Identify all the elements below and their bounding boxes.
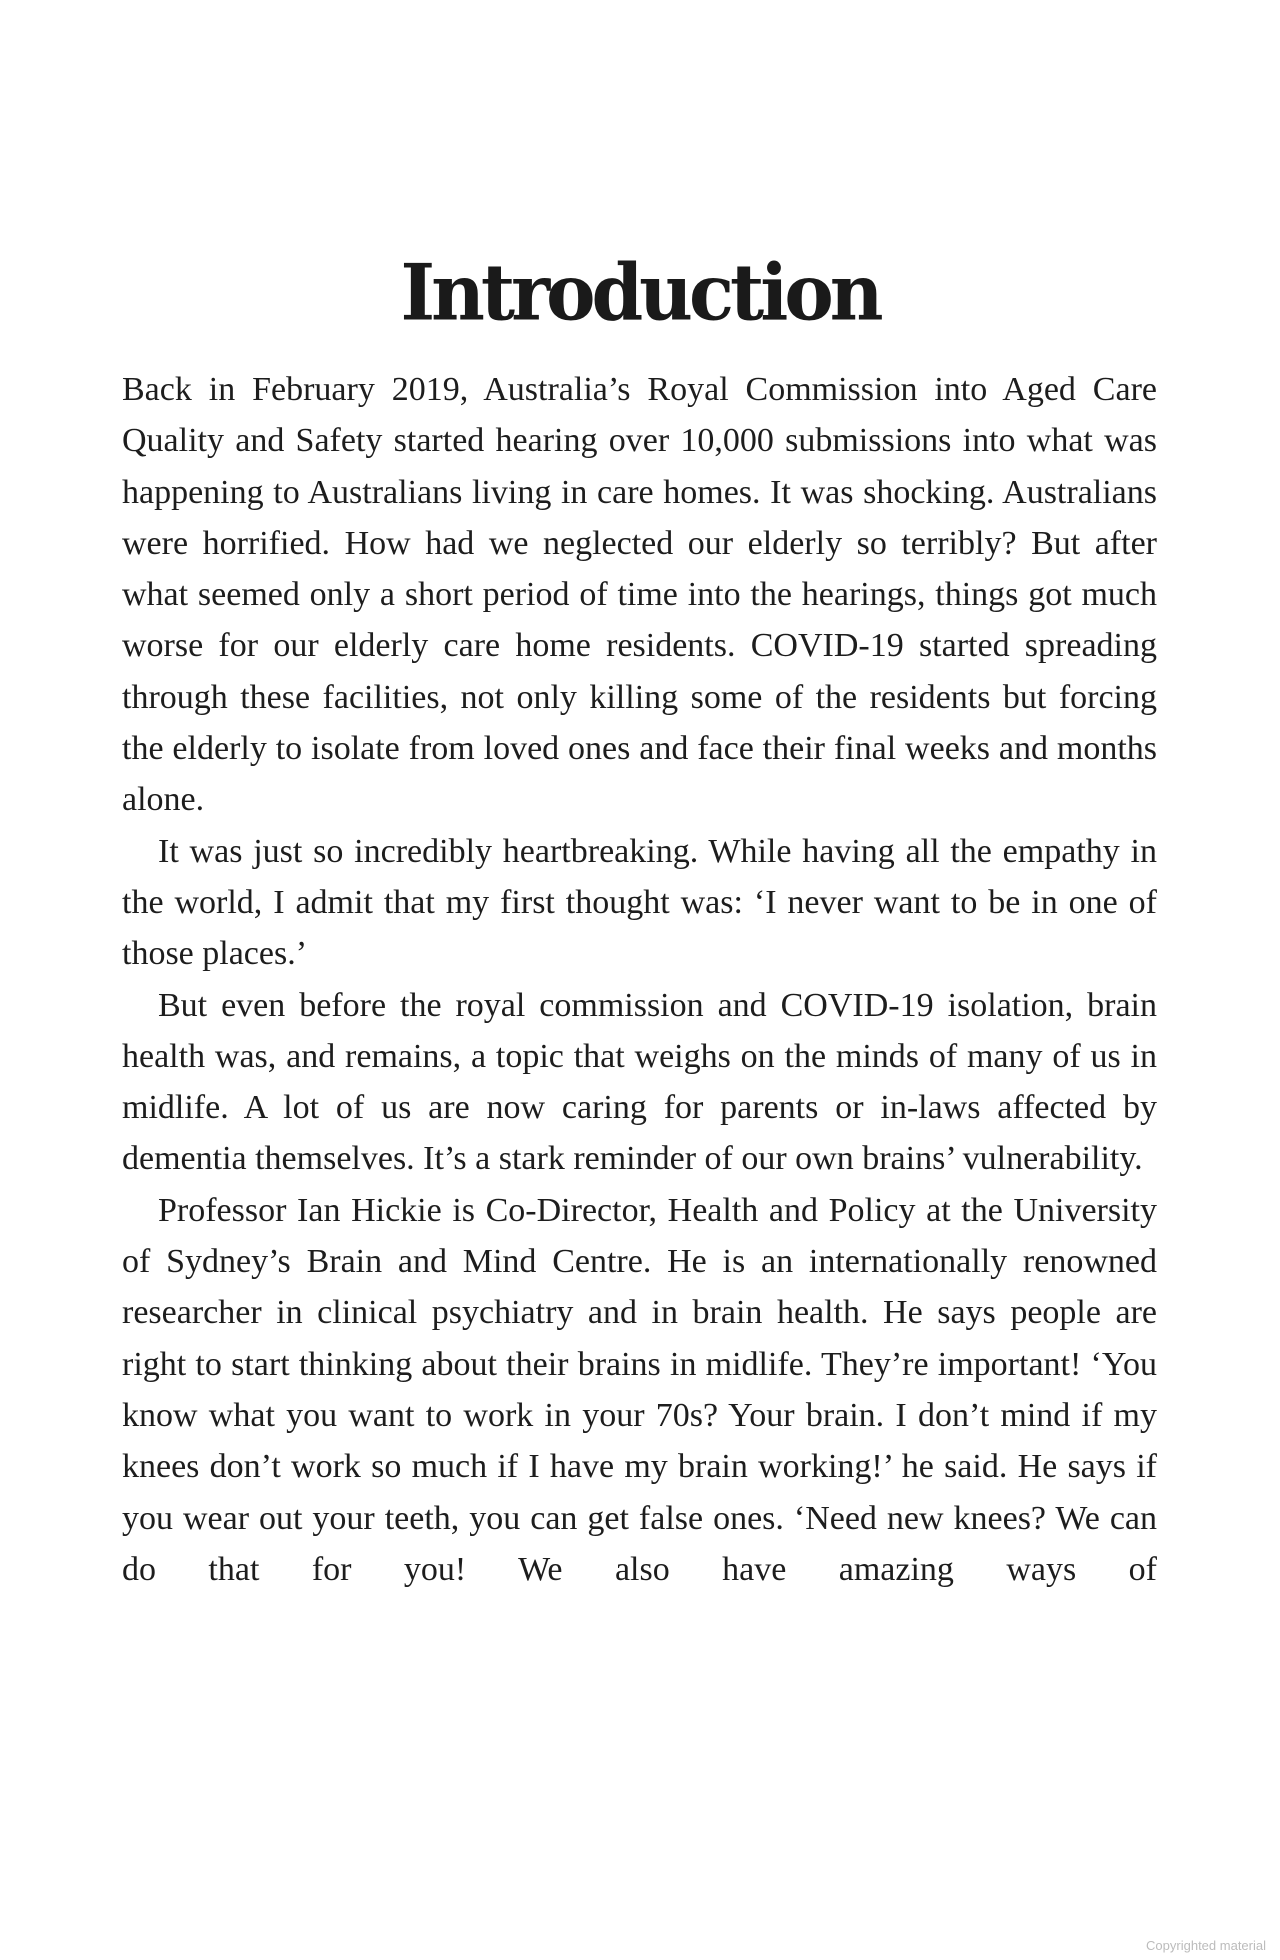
copyright-watermark: Copyrighted material xyxy=(1146,1938,1266,1953)
paragraph: Professor Ian Hickie is Co-Director, Health and Policy at the University of Sydney’s Brain and Mind Centre. He is an internationally renowned researcher in clinical psychiatry and in brain health. He says people are right to start thinking about their brains in midlife. They’re important! ‘You know what you want to work in your 70s? Your brain. I don’t mind if my knees don’t work so much if I have my brain working!’ he said. He says if you wear out your teeth, you can get false ones. ‘Need new knees? We can do that for you! We also have amazing ways of xyxy=(122,1191,1157,1588)
body-text xyxy=(122,364,1157,1595)
paragraph: But even before the royal commission and COVID-19 isolation, brain health was, and remains, a topic that weighs on the minds of many of us in midlife. A lot of us are now caring for parents or in-laws affected by dementia themselves. It’s a stark reminder of our own brains’ vulnerability. xyxy=(122,986,1157,1178)
paragraph: It was just so incredibly heartbreaking. While having all the empathy in the world, I admit that my first thought was: ‘I never want to be in one of those places.’ xyxy=(122,832,1157,973)
paragraph: Back in February 2019, Australia’s Royal Commission into Aged Care Quality and Safety started hearing over 10,000 submissions into what was happening to Australians living in care homes. It was shocking. Australians were horrified. How had we neglected our elderly so terribly? But after what seemed only a short period of time into the hearings, things got much worse for our elderly care home residents. COVID-19 started spreading through these facilities, not only killing some of the residents but forcing the elderly to isolate from loved ones and face their final weeks and months alone. xyxy=(122,371,1157,819)
chapter-title: Introduction xyxy=(400,247,880,338)
